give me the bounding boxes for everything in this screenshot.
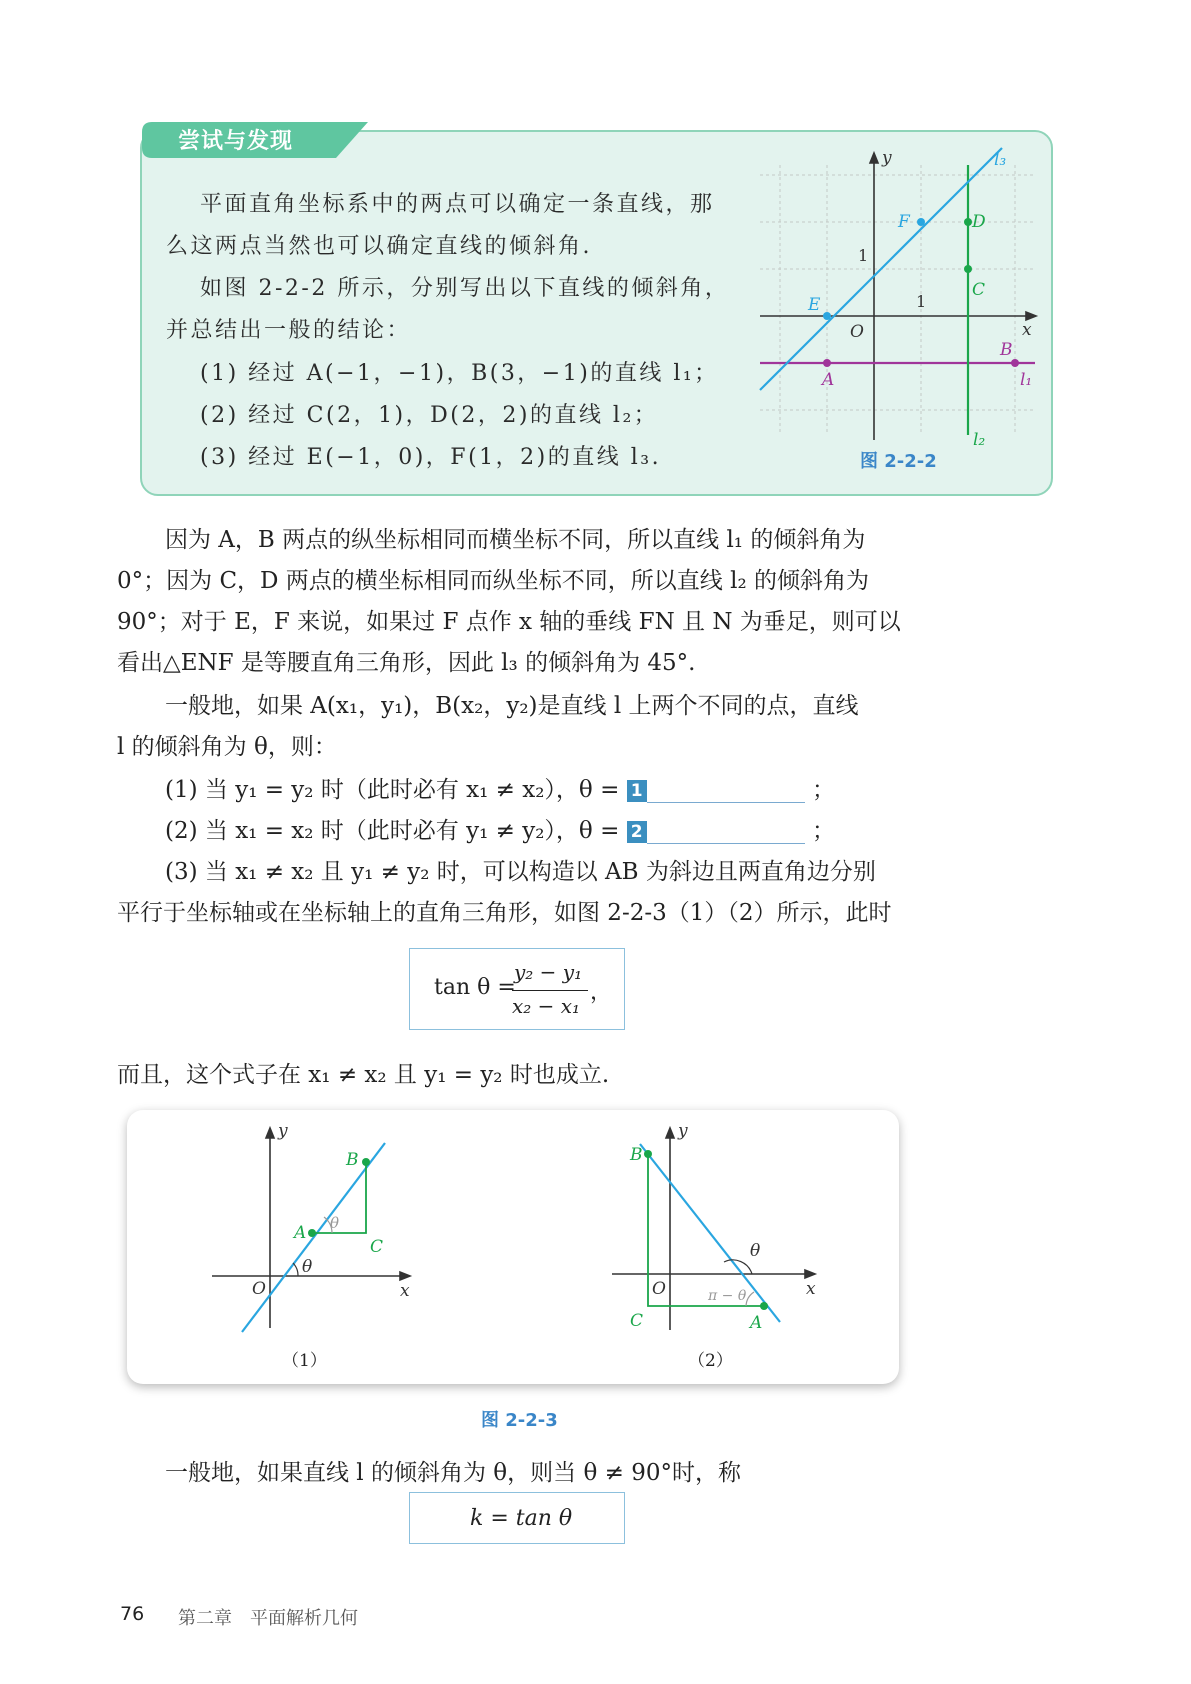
sub1-label-x: x xyxy=(400,1281,410,1301)
explore-item3: (3) 经过 E(−1，0)，F(1，2)的直线 l₃. xyxy=(200,445,662,470)
formula-k: k = tan θ xyxy=(470,1506,573,1531)
explore-para1-line2: 么这两点当然也可以确定直线的倾斜角. xyxy=(166,234,592,259)
formula-tan-numerator: y₂ − y₁ xyxy=(514,960,583,984)
point-c xyxy=(964,265,972,273)
body-p4: 一般地，如果直线 l 的倾斜角为 θ，则当 θ ≠ 90°时，称 xyxy=(165,1460,741,1486)
label-c: C xyxy=(972,280,986,300)
axes xyxy=(760,153,1036,440)
label-l3: l₃ xyxy=(994,150,1007,170)
grid xyxy=(760,165,1035,435)
sub2-label-a: A xyxy=(750,1313,763,1333)
tick-y-1: 1 xyxy=(858,246,869,265)
sub1-label-origin: O xyxy=(252,1279,266,1299)
sub2-label-theta: θ xyxy=(750,1241,761,1261)
explore-para2-line2: 并总结出一般的结论： xyxy=(166,318,412,343)
label-y: y xyxy=(882,148,892,168)
case-3-line2: 平行于坐标轴或在坐标轴上的直角三角形，如图 2-2-3（1）（2）所示，此时 xyxy=(117,900,892,926)
body-p3: 而且，这个式子在 x₁ ≠ x₂ 且 y₁ = y₂ 时也成立. xyxy=(117,1062,610,1088)
blank-1-number: 1 xyxy=(627,780,647,802)
body-p2-line1: 一般地，如果 A(x₁，y₁)，B(x₂，y₂)是直线 l 上两个不同的点，直线 xyxy=(165,693,859,719)
explore-title: 尝试与发现 xyxy=(178,129,294,154)
sub1-point-a xyxy=(308,1229,316,1237)
case-2-semicolon: ； xyxy=(811,818,835,844)
sub1-line xyxy=(242,1143,385,1332)
figure-2-2-2-caption: 图 2-2-2 xyxy=(860,451,937,472)
sub2-label-b: B xyxy=(630,1145,643,1165)
label-f: F xyxy=(898,212,910,232)
case-2-text: (2) 当 x₁ = x₂ 时（此时必有 y₁ ≠ y₂），θ = xyxy=(165,818,620,844)
sub2-point-a xyxy=(760,1302,768,1310)
blank-2-line[interactable] xyxy=(647,821,805,844)
point-b xyxy=(1011,359,1019,367)
body-p1-line3: 90°；对于 E，F 来说，如果过 F 点作 x 轴的垂线 FN 且 N 为垂足，则可以 xyxy=(117,609,901,635)
explore-item2: (2) 经过 C(2，1)，D(2，2)的直线 l₂； xyxy=(200,403,659,428)
figure-2-2-3-sub1-label: （1） xyxy=(282,1351,327,1371)
label-x: x xyxy=(1022,320,1032,340)
sub2-label-y: y xyxy=(678,1121,688,1141)
case-1 xyxy=(165,770,835,811)
sub1-label-theta-a: θ xyxy=(330,1214,340,1232)
label-a: A xyxy=(822,370,835,390)
page-number: 76 xyxy=(120,1603,145,1625)
sub1-label-a: A xyxy=(294,1223,307,1243)
point-d xyxy=(964,218,972,226)
body-p1-line1: 因为 A，B 两点的纵坐标相同而横坐标不同，所以直线 l₁ 的倾斜角为 xyxy=(165,527,866,553)
point-a xyxy=(823,359,831,367)
sub1-point-b xyxy=(362,1158,370,1166)
figure-2-2-2 xyxy=(750,145,1040,450)
label-b: B xyxy=(1000,340,1013,360)
sub1-label-y: y xyxy=(278,1121,288,1141)
body-p1-line2: 0°；因为 C，D 两点的横坐标相同而纵坐标不同，所以直线 l₂ 的倾斜角为 xyxy=(117,568,869,594)
label-e: E xyxy=(808,295,821,315)
label-d: D xyxy=(972,212,986,232)
sub2-label-c: C xyxy=(630,1311,644,1331)
sub2-label-origin: O xyxy=(652,1279,666,1299)
case-3-line1: (3) 当 x₁ ≠ x₂ 且 y₁ ≠ y₂ 时，可以构造以 AB 为斜边且两直角边分别 xyxy=(165,859,876,885)
case-2 xyxy=(165,811,835,852)
explore-item1: (1) 经过 A(−1，−1)，B(3，−1)的直线 l₁； xyxy=(200,361,719,386)
figure-2-2-3-sub1 xyxy=(200,1120,430,1360)
label-l2: l₂ xyxy=(973,430,986,450)
formula-tan-denominator: x₂ − x₁ xyxy=(512,994,581,1018)
explore-para2-line1: 如图 2-2-2 所示，分别写出以下直线的倾斜角， xyxy=(200,276,730,301)
point-f xyxy=(917,218,925,226)
point-e xyxy=(823,312,831,320)
case-1-text: (1) 当 y₁ = y₂ 时（此时必有 x₁ ≠ x₂），θ = xyxy=(165,777,620,803)
figure-2-2-3-sub2 xyxy=(600,1120,830,1360)
tick-x-1: 1 xyxy=(916,292,927,311)
sub2-point-b xyxy=(644,1150,652,1158)
body-p1-line4: 看出△ENF 是等腰直角三角形，因此 l₃ 的倾斜角为 45°. xyxy=(117,650,696,676)
sub1-label-theta: θ xyxy=(302,1257,313,1277)
sub2-label-x: x xyxy=(806,1279,816,1299)
case-1-semicolon: ； xyxy=(811,777,835,803)
sub1-label-b: B xyxy=(346,1150,359,1170)
label-l1: l₁ xyxy=(1020,370,1033,390)
body-p2-line2: l 的倾斜角为 θ，则： xyxy=(117,734,337,760)
formula-tan-tail: ， xyxy=(590,980,613,1005)
blank-2-number: 2 xyxy=(627,821,647,843)
chapter-title: 第二章 平面解析几何 xyxy=(178,1608,358,1629)
figure-2-2-3-caption: 图 2-2-3 xyxy=(481,1410,558,1431)
fraction-bar xyxy=(512,990,588,991)
formula-tan-lhs: tan θ = xyxy=(434,975,516,1000)
sub1-label-c: C xyxy=(370,1237,384,1257)
blank-1-line[interactable] xyxy=(647,780,805,803)
sub2-label-supp: π − θ xyxy=(708,1288,747,1304)
figure-2-2-3-sub2-label: （2） xyxy=(688,1351,733,1371)
sub2-supp-angle-arc xyxy=(746,1292,754,1306)
explore-para1-line1: 平面直角坐标系中的两点可以确定一条直线，那 xyxy=(200,192,715,217)
label-origin: O xyxy=(850,322,864,342)
